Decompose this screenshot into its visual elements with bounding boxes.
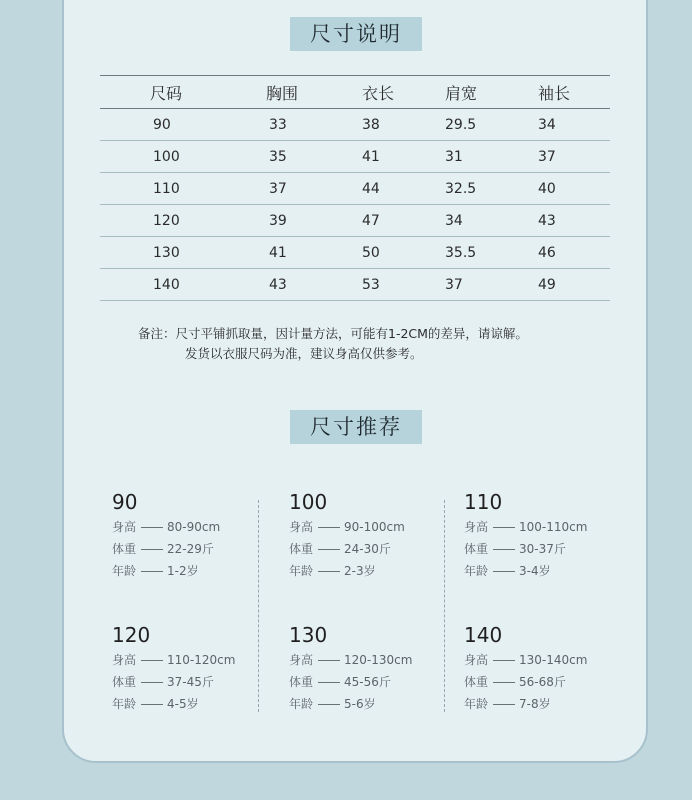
rec-weight (112, 671, 272, 693)
recommendation-card (289, 488, 449, 582)
rec-height (289, 516, 449, 538)
age-value: 7-8岁 (519, 697, 551, 711)
age-label: 年龄 (112, 697, 137, 711)
recommendation-card (289, 621, 449, 715)
cell-shoulder: 31 (445, 141, 538, 173)
height-label: 身高 (289, 520, 314, 534)
cell-size: 100 (100, 141, 266, 173)
age-value: 5-6岁 (344, 697, 376, 711)
age-label: 年龄 (464, 697, 489, 711)
age-label: 年龄 (289, 564, 314, 578)
age-value: 1-2岁 (167, 564, 199, 578)
rec-weight (464, 538, 624, 560)
table-header-row (100, 76, 610, 109)
cell-size: 130 (100, 237, 266, 269)
recommendation-card (464, 488, 624, 582)
recommendation-title: 尺寸推荐 (290, 410, 422, 444)
cell-shoulder: 29.5 (445, 109, 538, 141)
table-row (100, 109, 610, 141)
cell-size: 120 (100, 205, 266, 237)
cell-shoulder: 32.5 (445, 173, 538, 205)
header-sleeve: 袖长 (538, 76, 610, 109)
height-label: 身高 (112, 653, 137, 667)
note-line-2: 发货以衣服尺码为准，建议身高仅供参考。 (185, 346, 423, 361)
height-value: 80-90cm (167, 520, 221, 534)
size-table (100, 75, 610, 301)
age-value: 2-3岁 (344, 564, 376, 578)
cell-chest: 41 (266, 237, 362, 269)
header-size: 尺码 (100, 76, 266, 109)
rec-size: 130 (289, 623, 328, 647)
rec-age (289, 693, 449, 715)
cell-chest: 43 (266, 269, 362, 301)
height-value: 130-140cm (519, 653, 588, 667)
cell-sleeve: 37 (538, 141, 610, 173)
rec-age (464, 560, 624, 582)
cell-length: 44 (362, 173, 445, 205)
header-shoulder: 肩宽 (445, 76, 538, 109)
rec-age (289, 560, 449, 582)
cell-chest: 33 (266, 109, 362, 141)
weight-label: 体重 (289, 542, 314, 556)
rec-weight (464, 671, 624, 693)
size-chart-title: 尺寸说明 (290, 17, 422, 51)
rec-size: 100 (289, 490, 328, 514)
header-chest: 胸围 (266, 76, 362, 109)
cell-length: 38 (362, 109, 445, 141)
age-value: 4-5岁 (167, 697, 199, 711)
table-row (100, 141, 610, 173)
cell-length: 50 (362, 237, 445, 269)
height-value: 90-100cm (344, 520, 405, 534)
age-label: 年龄 (464, 564, 489, 578)
table-row (100, 205, 610, 237)
cell-chest: 39 (266, 205, 362, 237)
weight-value: 37-45斤 (167, 675, 214, 689)
rec-age (112, 560, 272, 582)
age-label: 年龄 (112, 564, 137, 578)
rec-size: 90 (112, 490, 138, 514)
rec-size: 110 (464, 490, 503, 514)
weight-label: 体重 (464, 542, 489, 556)
recommendation-card (464, 621, 624, 715)
cell-sleeve: 34 (538, 109, 610, 141)
rec-weight (289, 671, 449, 693)
table-row (100, 173, 610, 205)
header-length: 衣长 (362, 76, 445, 109)
size-note (138, 324, 528, 364)
height-value: 110-120cm (167, 653, 236, 667)
rec-height (464, 649, 624, 671)
weight-label: 体重 (112, 675, 137, 689)
rec-height (289, 649, 449, 671)
weight-value: 24-30斤 (344, 542, 391, 556)
rec-height (464, 516, 624, 538)
cell-sleeve: 46 (538, 237, 610, 269)
weight-label: 体重 (112, 542, 137, 556)
rec-height (112, 516, 272, 538)
height-label: 身高 (464, 653, 489, 667)
rec-age (464, 693, 624, 715)
rec-height (112, 649, 272, 671)
table-row (100, 269, 610, 301)
rec-size: 140 (464, 623, 503, 647)
rec-size: 120 (112, 623, 151, 647)
weight-label: 体重 (289, 675, 314, 689)
weight-label: 体重 (464, 675, 489, 689)
cell-chest: 35 (266, 141, 362, 173)
cell-sleeve: 43 (538, 205, 610, 237)
cell-length: 47 (362, 205, 445, 237)
recommendation-card (112, 488, 272, 582)
rec-weight (112, 538, 272, 560)
table-row (100, 237, 610, 269)
height-label: 身高 (464, 520, 489, 534)
cell-size: 140 (100, 269, 266, 301)
height-label: 身高 (112, 520, 137, 534)
weight-value: 30-37斤 (519, 542, 566, 556)
cell-shoulder: 34 (445, 205, 538, 237)
height-value: 120-130cm (344, 653, 413, 667)
cell-sleeve: 49 (538, 269, 610, 301)
cell-size: 90 (100, 109, 266, 141)
cell-shoulder: 37 (445, 269, 538, 301)
note-line-1: 备注：尺寸平铺抓取量，因计量方法，可能有1-2CM的差异，请谅解。 (138, 326, 528, 341)
cell-sleeve: 40 (538, 173, 610, 205)
recommendation-card (112, 621, 272, 715)
age-label: 年龄 (289, 697, 314, 711)
cell-chest: 37 (266, 173, 362, 205)
weight-value: 56-68斤 (519, 675, 566, 689)
weight-value: 45-56斤 (344, 675, 391, 689)
rec-weight (289, 538, 449, 560)
age-value: 3-4岁 (519, 564, 551, 578)
weight-value: 22-29斤 (167, 542, 214, 556)
cell-length: 53 (362, 269, 445, 301)
cell-shoulder: 35.5 (445, 237, 538, 269)
cell-length: 41 (362, 141, 445, 173)
height-value: 100-110cm (519, 520, 588, 534)
height-label: 身高 (289, 653, 314, 667)
cell-size: 110 (100, 173, 266, 205)
rec-age (112, 693, 272, 715)
